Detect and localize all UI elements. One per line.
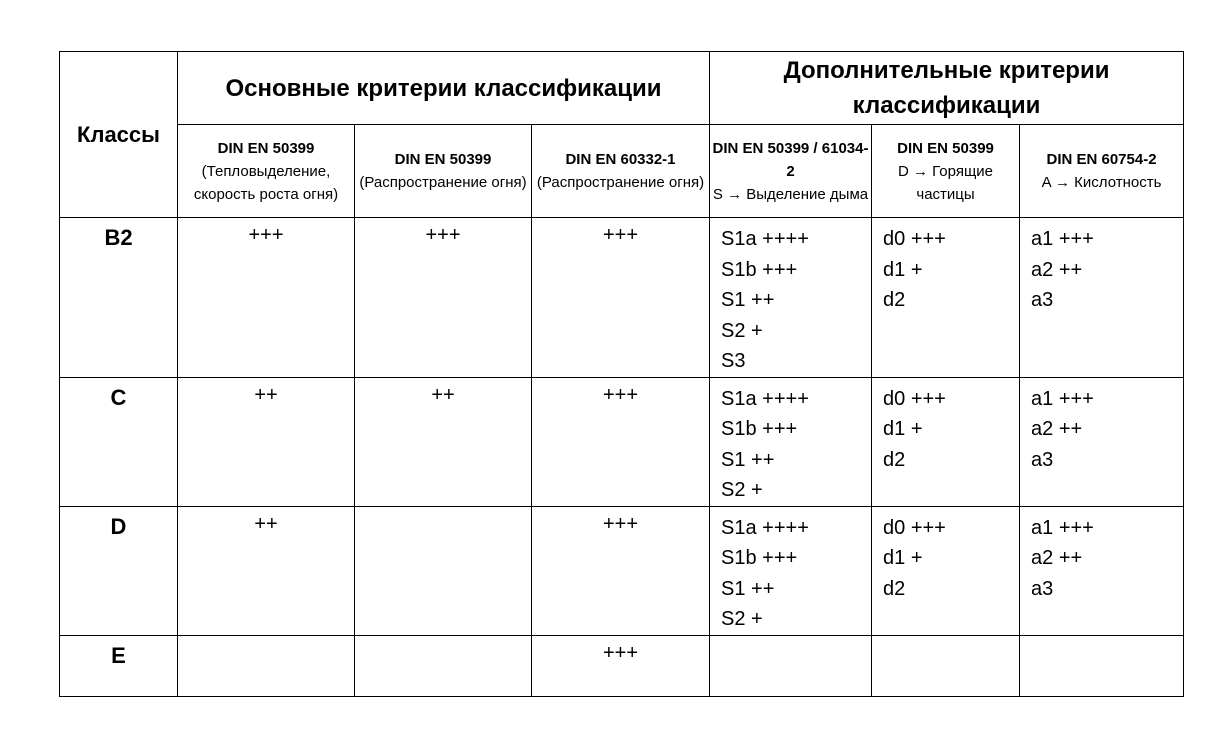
droplets-cell xyxy=(872,218,1020,378)
table-row xyxy=(60,218,1184,378)
table-row xyxy=(60,506,1184,635)
list-item: d0 +++ xyxy=(883,516,946,539)
column-description: (Распространение огня) xyxy=(536,174,705,191)
list-item: a3 xyxy=(1031,577,1054,600)
column-standard: DIN EN 50399 xyxy=(897,139,994,157)
column-header xyxy=(178,125,355,218)
heat-release-cell: ++ xyxy=(178,377,355,506)
class-cell: C xyxy=(60,377,178,506)
list-item: S1 ++ xyxy=(721,577,775,600)
flame-spread-cell: ++ xyxy=(355,377,532,506)
acidity-cell xyxy=(1020,377,1184,506)
list-item: d2 xyxy=(883,289,906,311)
column-standard: DIN EN 60332-1 xyxy=(565,151,676,168)
list-item: d1 + xyxy=(883,258,923,281)
list-item: S2 + xyxy=(721,608,763,630)
list-item: a1 +++ xyxy=(1031,516,1094,539)
heat-release-cell xyxy=(178,635,355,696)
list-item: S1a ++++ xyxy=(721,228,809,250)
classes-header: Классы xyxy=(60,52,178,218)
list-item: a2 ++ xyxy=(1031,547,1083,569)
list-item: d1 + xyxy=(883,547,923,569)
flame-propagation-cell: +++ xyxy=(532,506,710,635)
flame-propagation-cell: +++ xyxy=(532,635,710,696)
column-standard: DIN EN 50399 / 61034-2 xyxy=(712,139,869,180)
list-item: a3 xyxy=(1031,448,1054,471)
list-item: S3 xyxy=(721,350,746,372)
acidity-cell xyxy=(1020,506,1184,635)
list-item: a1 +++ xyxy=(1031,387,1094,410)
smoke-cell xyxy=(710,218,872,378)
list-item: S1a ++++ xyxy=(721,516,809,539)
list-item: d2 xyxy=(883,448,906,471)
list-item: S1b +++ xyxy=(721,547,798,569)
list-item: S1b +++ xyxy=(721,418,798,440)
heat-release-cell: +++ xyxy=(178,218,355,378)
acidity-cell xyxy=(1020,218,1184,378)
column-standard: DIN EN 50399 xyxy=(217,139,315,157)
list-item: a1 +++ xyxy=(1031,228,1094,250)
flame-spread-cell xyxy=(355,635,532,696)
table-row xyxy=(60,377,1184,506)
class-cell: B2 xyxy=(60,218,178,378)
table-row xyxy=(60,635,1184,696)
column-description: (Тепловыделение, скорость роста огня) xyxy=(193,162,339,203)
list-item: d0 +++ xyxy=(883,228,946,250)
smoke-cell xyxy=(710,377,872,506)
list-item: S1 ++ xyxy=(721,448,775,471)
list-item: S1b +++ xyxy=(721,258,798,281)
droplets-cell xyxy=(872,635,1020,696)
list-item: S1a ++++ xyxy=(721,387,809,410)
flame-propagation-cell: +++ xyxy=(532,377,710,506)
list-item: S2 + xyxy=(721,479,763,501)
flame-spread-cell: +++ xyxy=(355,218,532,378)
column-description: A → Кислотность xyxy=(1041,174,1162,191)
list-item: d0 +++ xyxy=(883,387,946,410)
column-description: D → Горящие частицы xyxy=(898,162,994,203)
class-cell: D xyxy=(60,506,178,635)
column-header xyxy=(872,125,1020,218)
list-item: S1 ++ xyxy=(721,289,775,311)
list-item: d2 xyxy=(883,577,906,600)
column-header xyxy=(355,125,532,218)
droplets-cell xyxy=(872,506,1020,635)
column-description: S → Выделение дыма xyxy=(712,185,869,203)
column-description: (Распространение огня) xyxy=(359,174,527,191)
class-cell: E xyxy=(60,635,178,696)
extra-criteria-header: Дополнительные критерии классификации xyxy=(710,52,1184,125)
smoke-cell xyxy=(710,635,872,696)
column-header xyxy=(710,125,872,218)
classification-table xyxy=(59,51,1184,697)
list-item: a2 ++ xyxy=(1031,258,1083,281)
flame-spread-cell xyxy=(355,506,532,635)
droplets-cell xyxy=(872,377,1020,506)
acidity-cell xyxy=(1020,635,1184,696)
main-criteria-header: Основные критерии классификации xyxy=(178,52,710,125)
flame-propagation-cell: +++ xyxy=(532,218,710,378)
column-header xyxy=(532,125,710,218)
smoke-cell xyxy=(710,506,872,635)
list-item: a3 xyxy=(1031,289,1054,311)
list-item: d1 + xyxy=(883,418,923,440)
column-standard: DIN EN 50399 xyxy=(394,151,492,168)
heat-release-cell: ++ xyxy=(178,506,355,635)
column-header xyxy=(1020,125,1184,218)
column-standard: DIN EN 60754-2 xyxy=(1046,151,1157,168)
list-item: a2 ++ xyxy=(1031,418,1083,440)
list-item: S2 + xyxy=(721,319,763,342)
